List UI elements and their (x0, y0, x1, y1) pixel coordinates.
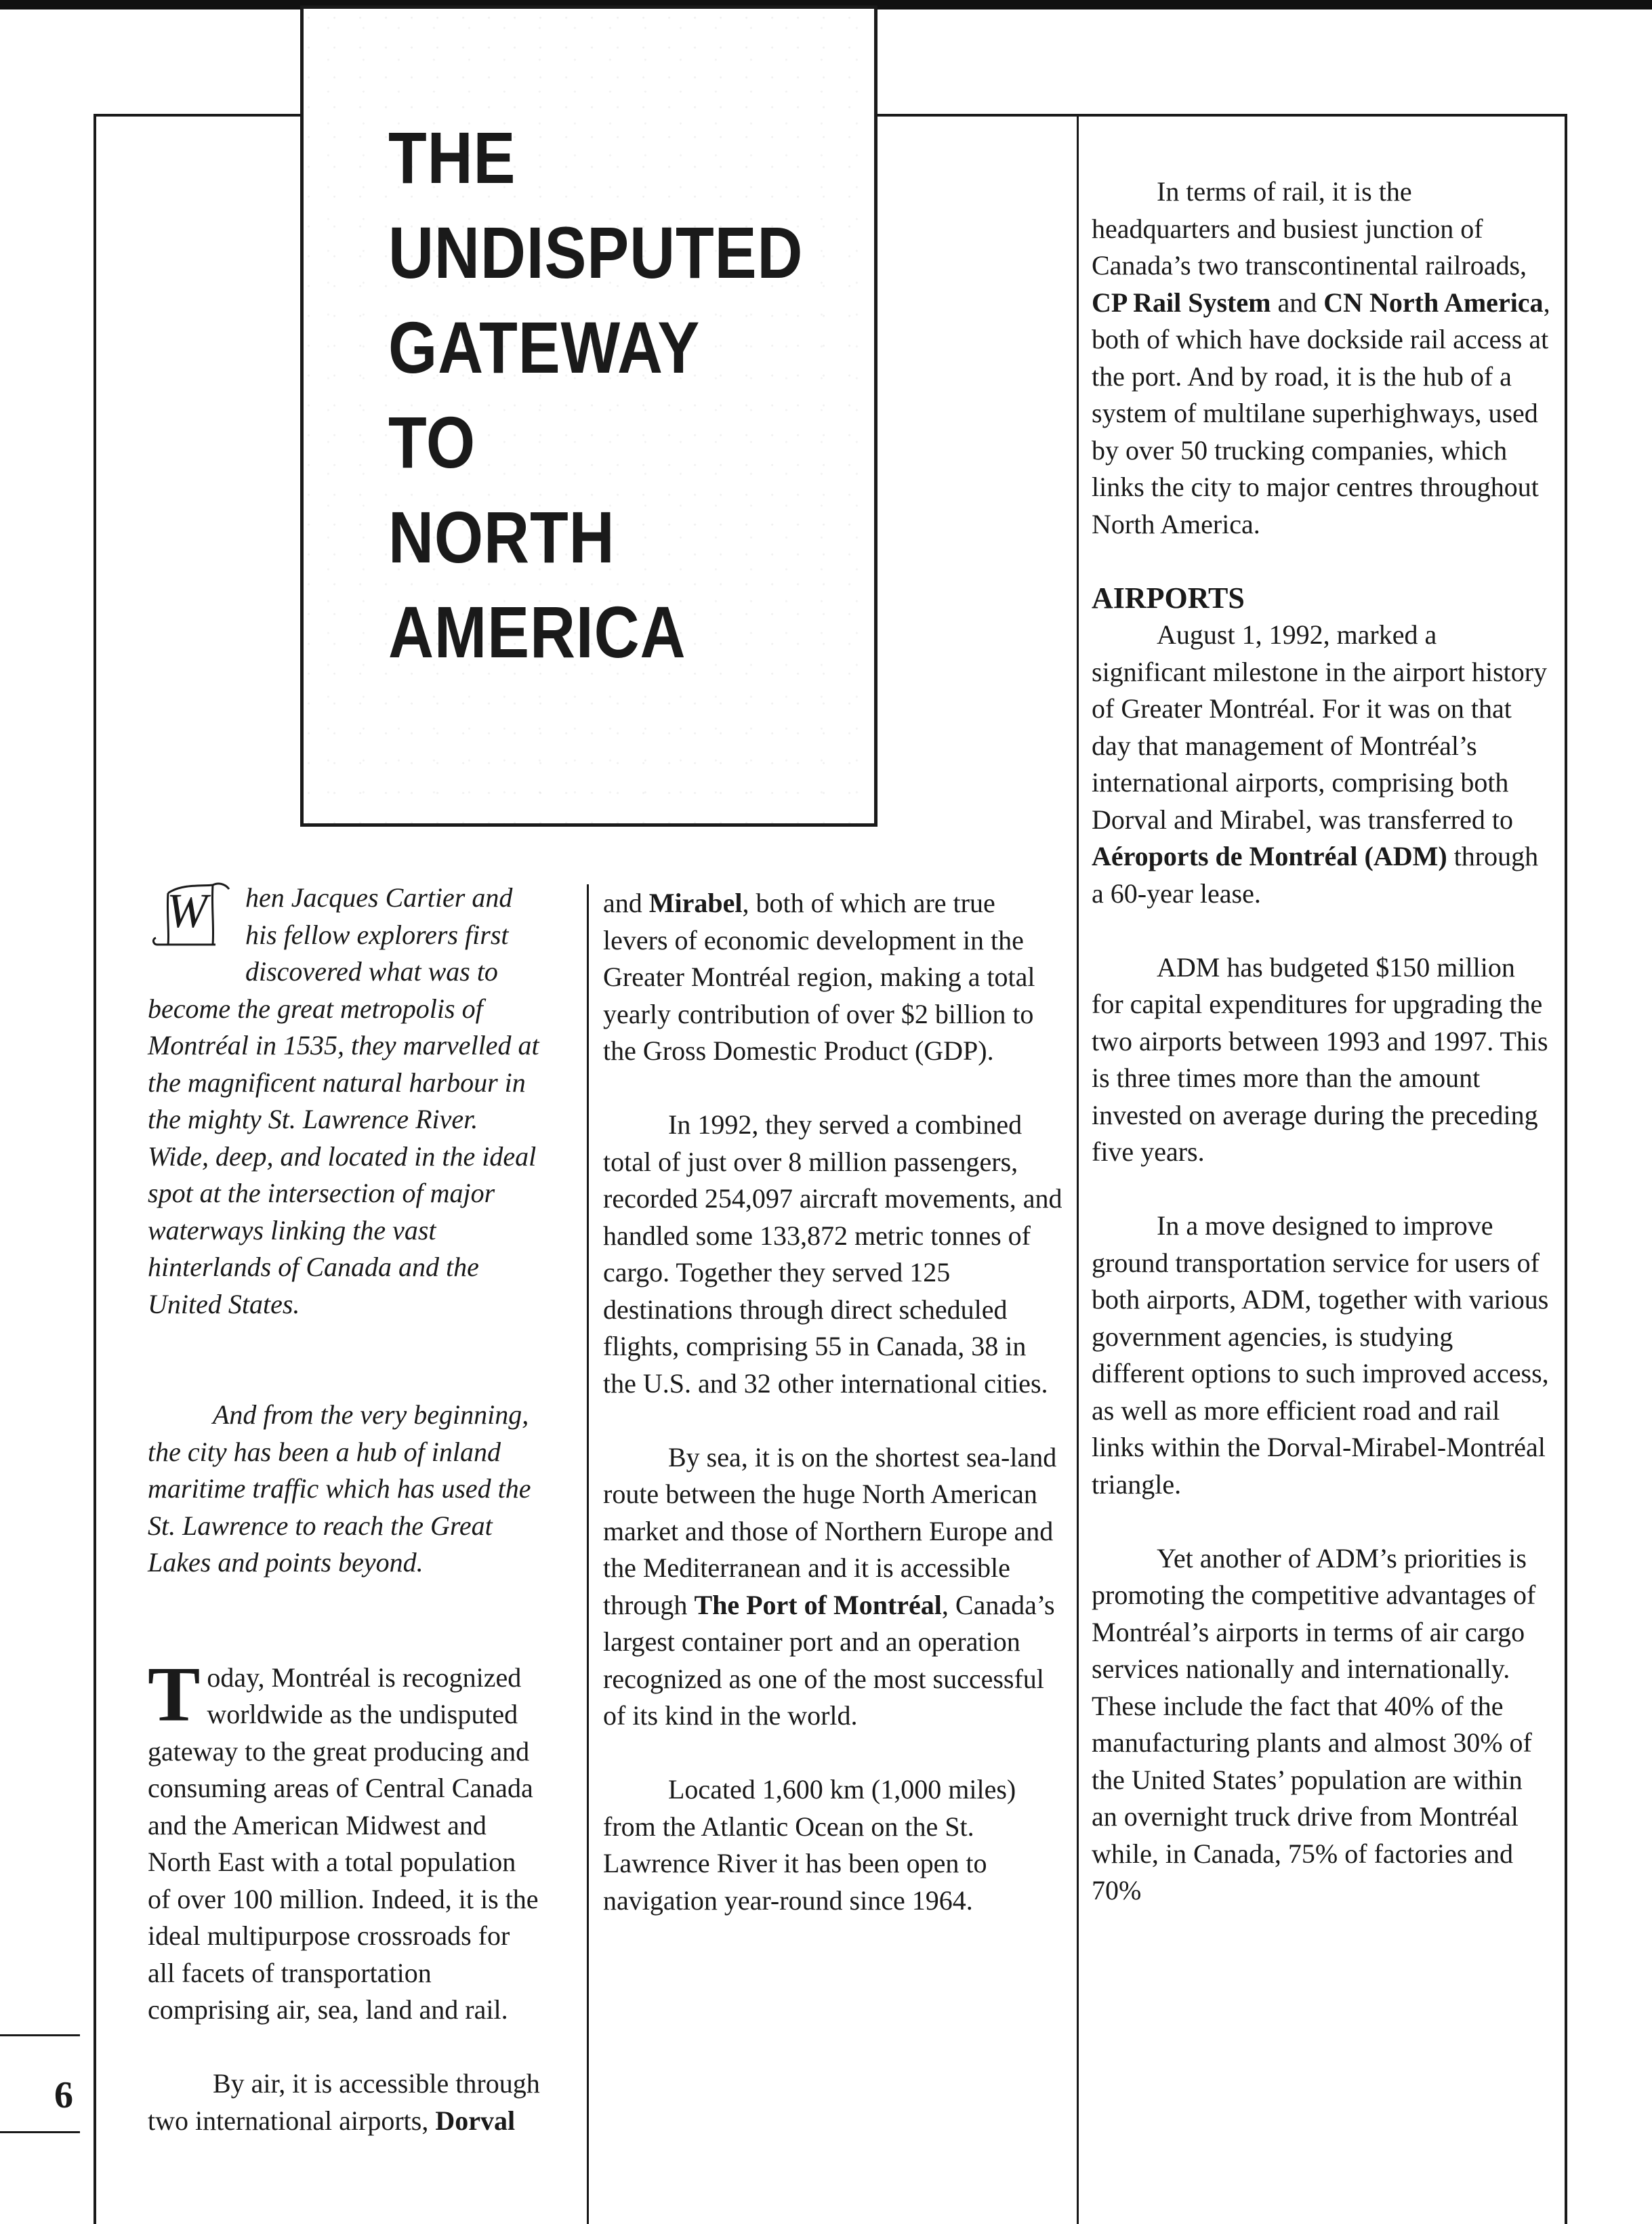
title-line: UNDISPUTED (388, 211, 804, 293)
dropcap-t: T (148, 1651, 201, 1738)
text-run: , Canada’s largest container port and an operation recognized as one of the most successful of its kind in the world. (603, 1589, 1055, 1731)
cp-rail-bold: CP Rail System (1092, 287, 1271, 318)
column-1 (148, 880, 541, 2139)
frame-right (1565, 114, 1567, 2224)
airports-heading: AIRPORTS (1092, 581, 1245, 615)
page-title (388, 110, 803, 680)
title-box (300, 5, 877, 827)
text-run: , both of which have dockside rail access at the port. And by road, it is the hub of a system of multilane superhighways, used by over 50 trucking companies, which links the city to major centres throughout North America. (1092, 287, 1550, 539)
stats-paragraph: In 1992, they served a combined total of just over 8 million passengers, recorded 254,097 aircraft movements, and handled some 133,872 metric tonnes of cargo. Together they served 125 destinations through direct scheduled flights, comprising 55 in Canada, 38 in the U.S. and 32 other international cities. (603, 1109, 1062, 1399)
location-paragraph: Located 1,600 km (1,000 miles) from the Atlantic Ocean on the St. Lawrence River it has been open to navigation year-round since 1964. (603, 1774, 1016, 1916)
airports-paragraph (1092, 617, 1552, 912)
title-line: AMERICA (388, 591, 686, 673)
sea-paragraph (603, 1439, 1064, 1735)
air-text: By air, it is accessible through two international airports, (148, 2068, 540, 2136)
text-run: and (603, 888, 649, 918)
dropcap-letter: W (167, 884, 207, 938)
cn-bold: CN North America (1323, 287, 1544, 318)
mirabel-bold: Mirabel (648, 888, 743, 918)
adm-bold: Aéroports de Montréal (ADM) (1092, 841, 1447, 871)
intro-paragraph-1: hen Jacques Cartier and his fellow explorers first discovered what was to become the great metropolis of Montréal in 1535, they marvelled at the magnificent natural harbour in the mighty St. Lawrence River. Wide, deep, and located in the ideal spot at the intersection of major waterways linking the vast hinterlands of Canada and the United States. (148, 882, 539, 1319)
text-run: By sea, it is on the shortest sea-land route between the huge North American market and those of Northern Europe and the Mediterranean and it is accessible through (603, 1441, 1057, 1620)
air-paragraph (148, 2065, 541, 2139)
column-divider-1 (587, 884, 589, 2224)
intro-paragraph-2: And from the very beginning, the city has been a hub of inland maritime traffic which has used the St. Lawrence to reach the Great Lakes and points beyond. (148, 1399, 531, 1578)
title-line: GATEWAY (388, 306, 701, 388)
title-line: TO (388, 401, 476, 483)
frame-top-left (94, 114, 304, 117)
ground-transport-paragraph: In a move designed to improve ground transportation service for users of both airports, ADM, together with various government agencies, is studying different options to such improved access, as well as more efficient road and rail links within the Dorval-Mirabel-Montréal triangle. (1092, 1210, 1549, 1500)
text-run: through a 60-year lease. (1092, 841, 1539, 909)
page-number-rule-top (0, 2034, 80, 2036)
budget-paragraph: ADM has budgeted $150 million for capital expenditures for upgrading the two airports between 1993 and 1997. This is three times more than the amount invested on average during the preceding five years. (1092, 951, 1548, 1167)
title-line: NORTH (388, 496, 615, 578)
column-2 (603, 885, 1064, 1919)
text-run: , both of which are true levers of economic development in the Greater Montréal region, making a total yearly contribution of over $2 billion to the Gross Domestic Product (GDP). (603, 888, 1035, 1066)
page-number-rule-bottom (0, 2131, 80, 2133)
column-3 (1092, 173, 1552, 1910)
dorval-bold: Dorval (435, 2105, 516, 2136)
cargo-paragraph: Yet another of ADM’s priorities is promoting the competitive advantages of Montréal’s airports in terms of air cargo services nationally and internationally. These include the fact that 40% of the manufacturing plants and almost 30% of the United States’ population are within an overnight truck drive from Montréal while, in Canada, 75% of factories and 70% (1092, 1542, 1536, 1906)
page-number: 6 (54, 2074, 73, 2116)
mirabel-paragraph (603, 885, 1064, 1070)
column-divider-2 (1077, 114, 1079, 2224)
rail-paragraph (1092, 173, 1552, 543)
today-paragraph: oday, Montréal is recognized worldwide as the undisputed gateway to the great producing and consuming areas of Central Canada and the American Midwest and North East with a total population of over 100 million. Indeed, it is the ideal multipurpose crossroads for all facets of transportation comprising air, sea, land and rail. (148, 1662, 539, 2025)
text-run: and (1271, 287, 1324, 318)
ornamental-dropcap (148, 880, 236, 955)
frame-left (94, 114, 96, 2224)
text-run: In terms of rail, it is the headquarters and busiest junction of Canada’s two transcontinental railroads, (1092, 176, 1527, 281)
intro-block (148, 880, 541, 1582)
today-paragraph-block (148, 1651, 541, 2029)
port-bold: The Port of Montréal (694, 1589, 942, 1620)
frame-top-right (869, 114, 1567, 117)
text-run: August 1, 1992, marked a significant milestone in the airport history of Greater Montréal. For it was on that day that management of Montréal’s international airports, comprising both Dorval and Mirabel, was transferred to (1092, 619, 1548, 835)
title-line: THE (388, 117, 516, 199)
